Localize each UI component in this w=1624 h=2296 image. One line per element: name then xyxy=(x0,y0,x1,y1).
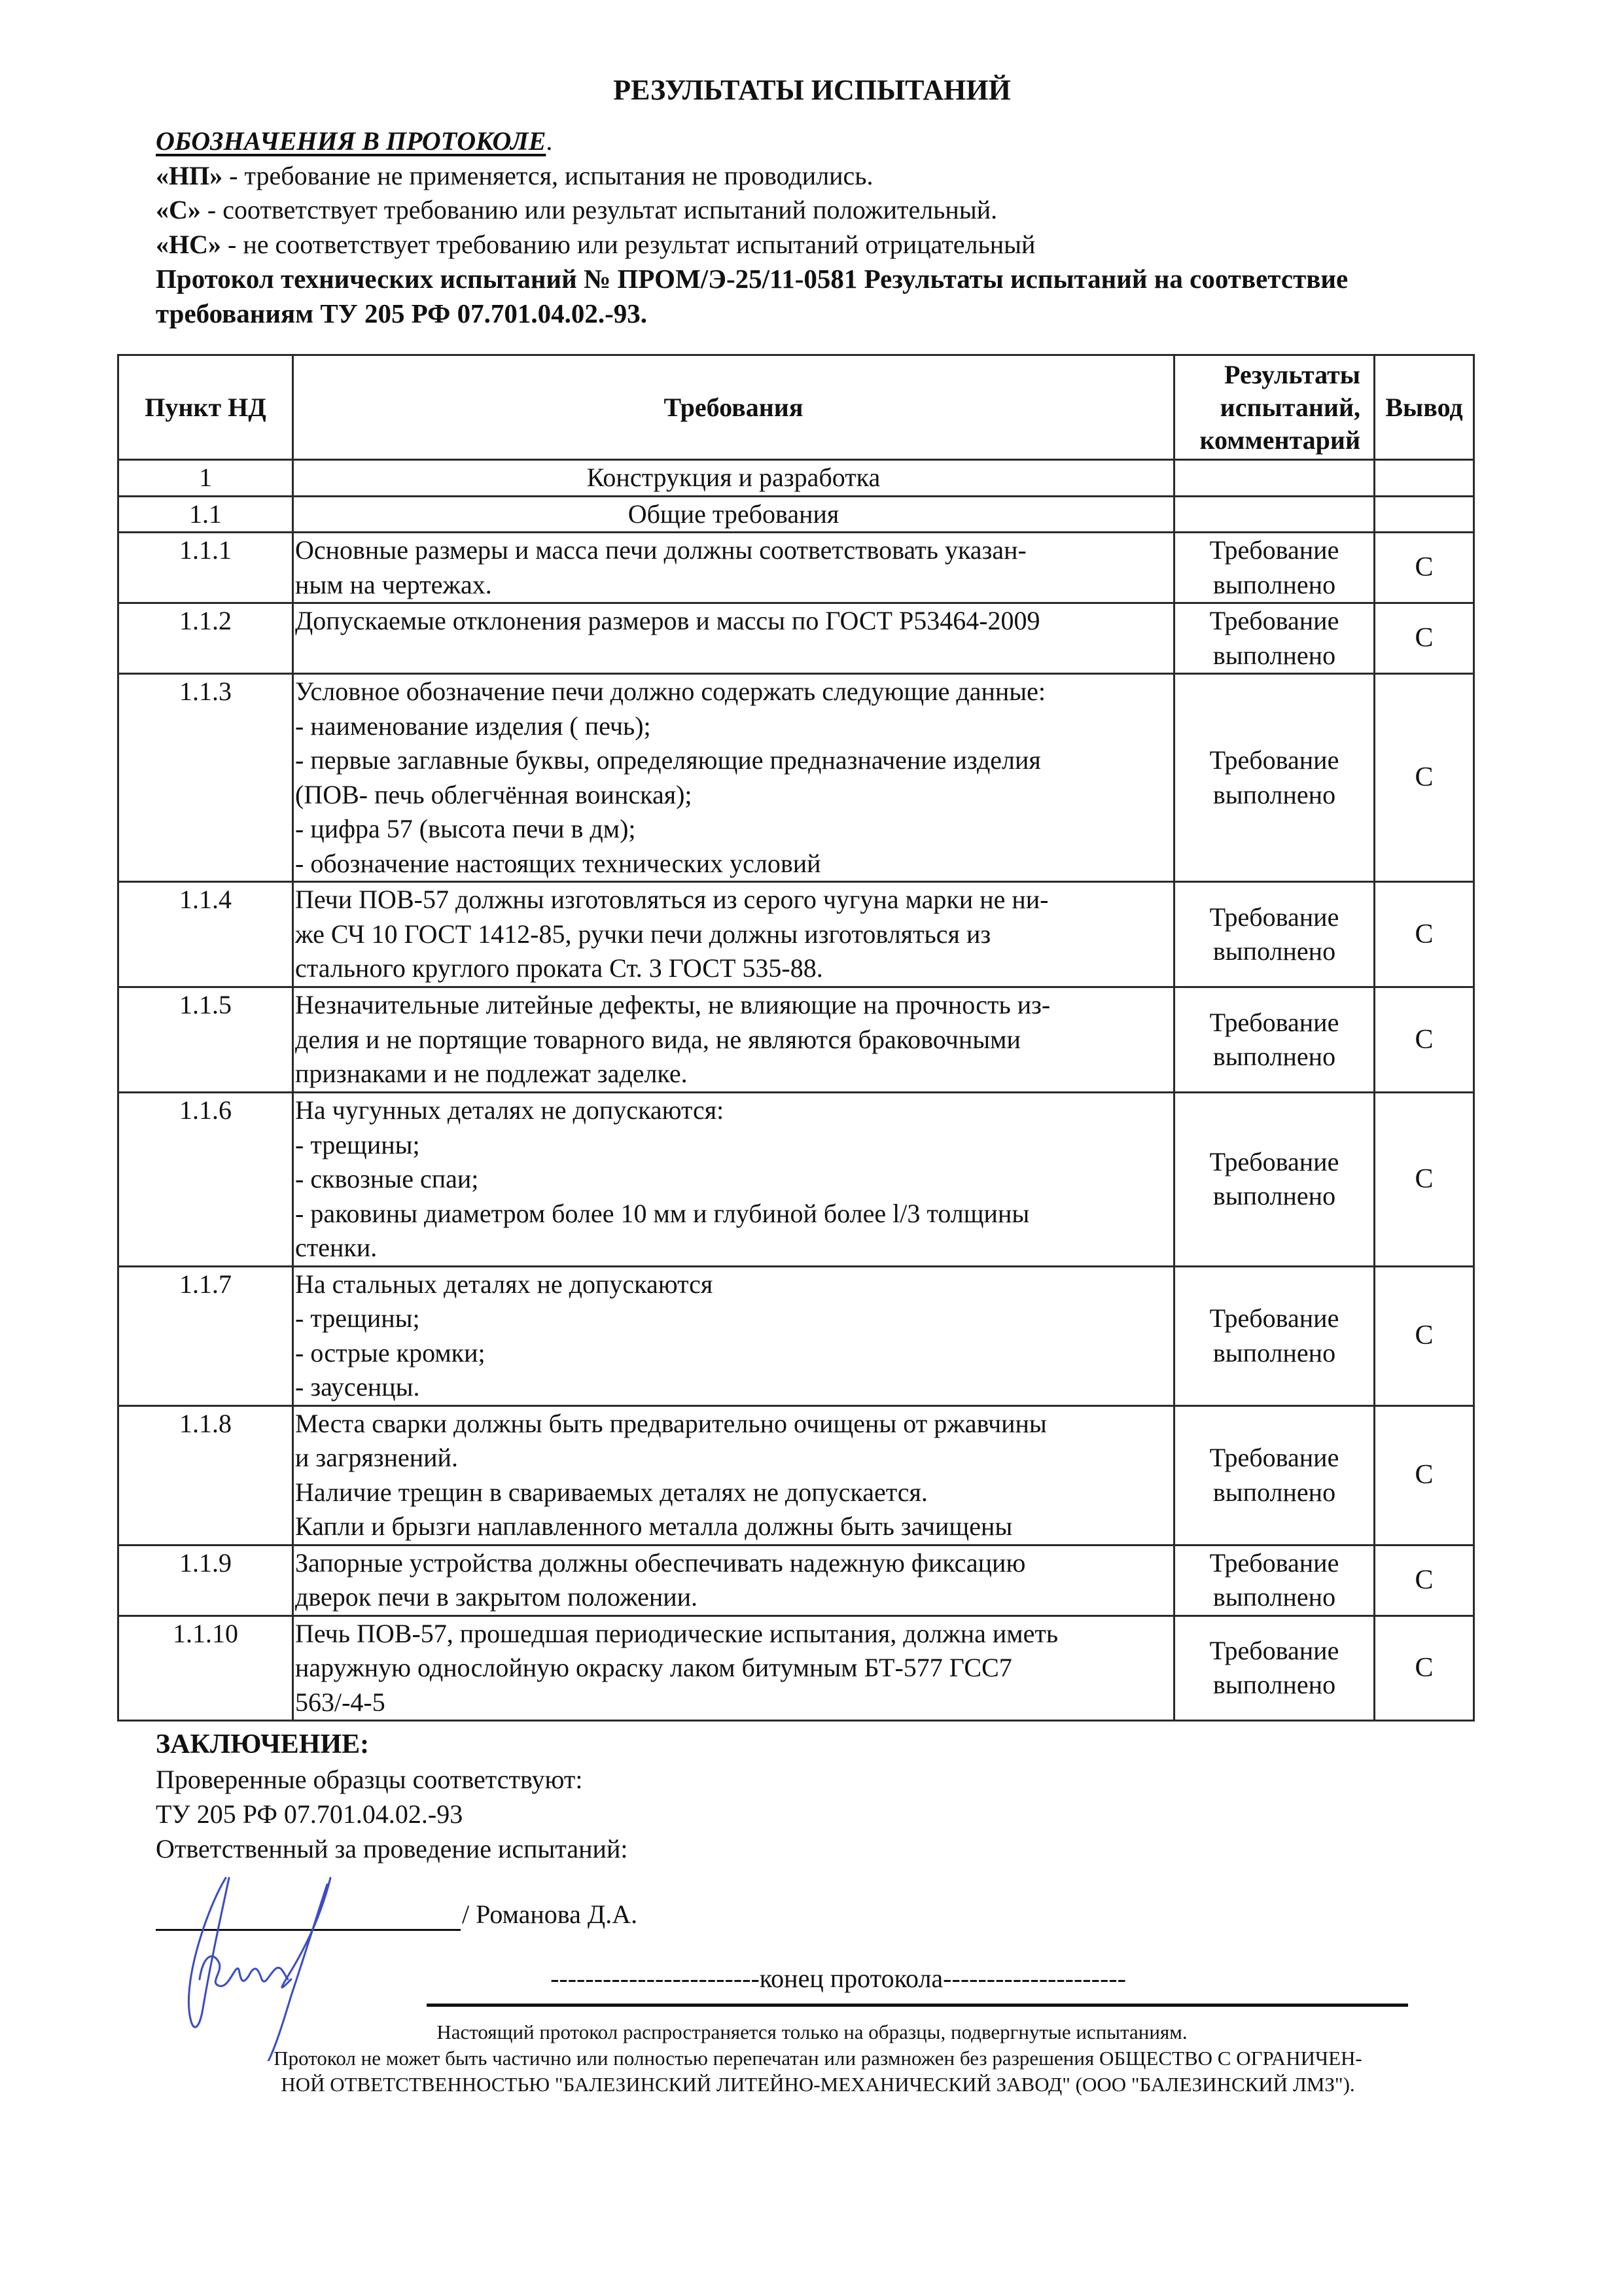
requirement-line: 563/-4-5 xyxy=(295,1687,385,1717)
legend-item-c xyxy=(156,193,1530,228)
row-verdict: С xyxy=(1375,987,1474,1093)
header-results xyxy=(1174,355,1375,460)
requirement-line: - обозначение настоящих технических условий xyxy=(295,848,821,878)
table-row xyxy=(118,603,1474,674)
conclusion-line-2: ТУ 205 РФ 07.701.04.02.-93 xyxy=(156,1799,463,1829)
table-row xyxy=(118,882,1474,987)
row-verdict: С xyxy=(1375,1545,1474,1616)
row-num: 1.1.7 xyxy=(118,1266,293,1405)
result-line: Требование xyxy=(1209,1303,1339,1333)
section-title: Конструкция и разработка xyxy=(293,460,1174,497)
section-row xyxy=(118,460,1474,497)
table-header-row xyxy=(118,355,1474,460)
requirement-line: Запорные устройства должны обеспечивать надежную фиксацию xyxy=(295,1547,1026,1578)
result-line: Требование xyxy=(1209,1443,1339,1472)
result-line: Требование xyxy=(1209,1007,1339,1037)
row-requirement xyxy=(293,1616,1174,1721)
row-result xyxy=(1174,603,1375,674)
requirement-line: (ПОВ- печь облегчённая воинская); xyxy=(295,779,692,809)
section-result xyxy=(1174,460,1375,497)
requirement-line: - сквозные спаи; xyxy=(295,1164,479,1193)
requirement-line: Места сварки должны быть предварительно очищены от ржавчины xyxy=(295,1408,1047,1438)
row-num: 1.1.9 xyxy=(118,1545,293,1616)
row-result xyxy=(1174,1405,1375,1545)
row-num: 1.1.8 xyxy=(118,1405,293,1545)
requirement-line: ным на чертежах. xyxy=(295,569,492,599)
row-requirement xyxy=(293,882,1174,987)
requirement-line: Допускаемые отклонения размеров и массы по ГОСТ Р53464-2009 xyxy=(295,606,1040,635)
requirement-line: делия и не портящие товарного вида, не являются браковочными xyxy=(295,1024,1021,1054)
end-of-protocol-marker: ------------------------конец протокола--------------------- xyxy=(550,1964,1126,1993)
table-row xyxy=(118,1405,1474,1545)
requirement-line: - трещины; xyxy=(295,1129,420,1159)
row-verdict: С xyxy=(1375,603,1474,674)
protocol-title xyxy=(156,262,1530,330)
row-requirement xyxy=(293,1405,1174,1545)
requirement-line: дверок печи в закрытом положении. xyxy=(295,1582,698,1612)
row-verdict: С xyxy=(1375,882,1474,987)
row-result xyxy=(1174,533,1375,603)
legend-code: «НС» xyxy=(156,229,221,259)
result-line: выполнено xyxy=(1212,1337,1336,1368)
row-requirement xyxy=(293,533,1174,603)
legend-text: - соответствует требованию или результат испытаний положительный. xyxy=(200,195,998,224)
result-line: выполнено xyxy=(1212,1582,1336,1612)
header-conclusion: Вывод xyxy=(1375,355,1474,460)
header-item: Пункт НД xyxy=(118,355,293,460)
result-line: выполнено xyxy=(1212,640,1336,670)
result-line: Требование xyxy=(1209,1547,1339,1578)
legend-item-nc xyxy=(156,228,1530,262)
legend-heading-line xyxy=(156,124,1530,159)
requirement-line: - трещины; xyxy=(295,1303,420,1333)
row-verdict: С xyxy=(1375,1266,1474,1405)
row-num: 1.1.6 xyxy=(118,1093,293,1267)
row-result xyxy=(1174,987,1375,1093)
row-num: 1.1.2 xyxy=(118,603,293,674)
protocol-title-line-2: требованиям ТУ 205 РФ 07.701.04.02.-93. xyxy=(156,298,647,328)
result-line: выполнено xyxy=(1212,1477,1336,1507)
protocol-title-line-1: Протокол технических испытаний № ПРОМ/Э-25/11-0581 Результаты испытаний на соответствие xyxy=(156,264,1349,294)
row-requirement xyxy=(293,987,1174,1093)
table-row xyxy=(118,1266,1474,1405)
requirement-line: - раковины диаметром более 10 мм и глубиной более l/3 толщины xyxy=(295,1198,1030,1228)
requirement-line: - заусенцы. xyxy=(295,1372,420,1402)
row-requirement xyxy=(293,674,1174,882)
requirement-line: Капли и брызги наплавленного металла должны быть зачищены xyxy=(295,1511,1013,1541)
table-row xyxy=(118,1616,1474,1721)
row-num: 1.1.10 xyxy=(118,1616,293,1721)
section-title: Общие требования xyxy=(293,496,1174,533)
row-num: 1.1.4 xyxy=(118,882,293,987)
requirement-line: Незначительные литейные дефекты, не влияющие на прочность из- xyxy=(295,990,1051,1019)
section-num: 1 xyxy=(118,460,293,497)
footer-notice-2 xyxy=(131,2045,1505,2098)
table-row xyxy=(118,987,1474,1093)
legend-heading-suffix: . xyxy=(546,126,553,156)
header-requirements: Требования xyxy=(293,355,1174,460)
requirement-line: признаками и не подлежат заделке. xyxy=(295,1059,688,1088)
result-line: выполнено xyxy=(1212,1181,1336,1211)
section-verdict xyxy=(1375,496,1474,533)
legend-heading: ОБОЗНАЧЕНИЯ В ПРОТОКОЛЕ xyxy=(156,126,546,156)
footer-notice-1: Настоящий протокол распространяется только на образцы, подвергнутые испытаниям. xyxy=(436,2021,1188,2043)
requirement-line: стального круглого проката Ст. 3 ГОСТ 535-88. xyxy=(295,953,823,983)
row-num: 1.1.5 xyxy=(118,987,293,1093)
result-line: Требование xyxy=(1209,902,1339,932)
table-row xyxy=(118,1093,1474,1267)
conclusion-line-1: Проверенные образцы соответствуют: xyxy=(156,1765,583,1794)
requirement-line: - наименование изделия ( печь); xyxy=(295,711,651,741)
footer-divider xyxy=(427,2004,1408,2007)
row-result xyxy=(1174,1093,1375,1267)
row-result xyxy=(1174,882,1375,987)
section-result xyxy=(1174,496,1375,533)
requirement-line: стенки. xyxy=(295,1233,378,1262)
legend-item-np xyxy=(156,159,1530,194)
legend-code: «НП» xyxy=(156,160,223,190)
row-result xyxy=(1174,1616,1375,1721)
table-row xyxy=(118,533,1474,603)
results-table xyxy=(117,354,1475,1722)
requirement-line: - цифра 57 (высота печи в дм); xyxy=(295,814,636,843)
legend-text: - требование не применяется, испытания не проводились. xyxy=(222,160,874,190)
requirement-line: Наличие трещин в свариваемых деталях не допускается. xyxy=(295,1477,928,1507)
footer-notice-2-line-2: НОЙ ОТВЕТСТВЕННОСТЬЮ "БАЛЕЗИНСКИЙ ЛИТЕЙНО-МЕХАНИЧЕСКИЙ ЗАВОД" (ООО "БАЛЕЗИНСКИЙ ЛМЗ"). xyxy=(281,2073,1355,2096)
footer-notice-2-line-1: Протокол не может быть частично или полностью перепечатан или размножен без разрешения ОБЩЕСТВО С ОГРАНИЧЕН- xyxy=(274,2047,1362,2070)
row-num: 1.1.1 xyxy=(118,533,293,603)
requirement-line: Печи ПОВ-57 должны изготовляться из серого чугуна марки не ни- xyxy=(295,885,1049,914)
legend-code: «С» xyxy=(156,195,201,224)
result-line: выполнено xyxy=(1212,1670,1336,1700)
requirement-line: и загрязнений. xyxy=(295,1443,458,1472)
page-title: РЕЗУЛЬТАТЫ ИСПЫТАНИЙ xyxy=(613,74,1011,106)
result-line: выполнено xyxy=(1212,936,1336,966)
row-requirement xyxy=(293,1545,1174,1616)
result-line: Требование xyxy=(1209,1635,1339,1665)
conclusion-heading: ЗАКЛЮЧЕНИЕ: xyxy=(156,1729,370,1759)
row-verdict: С xyxy=(1375,1093,1474,1267)
table-row xyxy=(118,674,1474,882)
requirement-line: - первые заглавные буквы, определяющие предназначение изделия xyxy=(295,745,1041,775)
row-result xyxy=(1174,1545,1375,1616)
requirement-line: Основные размеры и масса печи должны соответствовать указан- xyxy=(295,535,1027,565)
row-verdict: С xyxy=(1375,1405,1474,1545)
signatory-name: / Романова Д.А. xyxy=(462,1899,638,1929)
requirement-line: На чугунных деталях не допускаются: xyxy=(295,1095,724,1125)
section-row xyxy=(118,496,1474,533)
result-line: выполнено xyxy=(1212,569,1336,599)
requirement-line: же СЧ 10 ГОСТ 1412-85, ручки печи должны изготовляться из xyxy=(295,919,991,949)
legend-text: - не соответствует требованию или результат испытаний отрицательный xyxy=(221,229,1036,259)
requirement-line: Печь ПОВ-57, прошедшая периодические испытания, должна иметь xyxy=(295,1618,1059,1648)
requirement-line: - острые кромки; xyxy=(295,1337,485,1368)
result-line: выполнено xyxy=(1212,1042,1336,1071)
requirement-line: наружную однослойную окраску лаком битумным БТ-577 ГСС7 xyxy=(295,1653,1012,1682)
result-line: Требование xyxy=(1209,1146,1339,1176)
header-results-line-3: комментарий xyxy=(1199,425,1360,455)
legend-block xyxy=(156,124,1530,330)
row-num: 1.1.3 xyxy=(118,674,293,882)
result-line: выполнено xyxy=(1212,779,1336,809)
conclusion-line-3: Ответственный за проведение испытаний: xyxy=(156,1834,628,1863)
row-result xyxy=(1174,674,1375,882)
result-line: Требование xyxy=(1209,606,1339,635)
header-results-line-1: Результаты xyxy=(1224,359,1360,389)
row-result xyxy=(1174,1266,1375,1405)
table-row xyxy=(118,1545,1474,1616)
conclusion-block xyxy=(156,1727,627,1866)
requirement-line: На стальных деталях не допускаются xyxy=(295,1269,713,1299)
section-num: 1.1 xyxy=(118,496,293,533)
row-requirement xyxy=(293,1093,1174,1267)
row-verdict: С xyxy=(1375,533,1474,603)
header-results-line-2: испытаний, xyxy=(1220,392,1360,422)
result-line: Требование xyxy=(1209,745,1339,775)
row-verdict: С xyxy=(1375,674,1474,882)
row-requirement xyxy=(293,603,1174,674)
requirement-line: Условное обозначение печи должно содержать следующие данные: xyxy=(295,677,1046,706)
row-verdict: С xyxy=(1375,1616,1474,1721)
section-verdict xyxy=(1375,460,1474,497)
row-requirement xyxy=(293,1266,1174,1405)
result-line: Требование xyxy=(1209,535,1339,565)
